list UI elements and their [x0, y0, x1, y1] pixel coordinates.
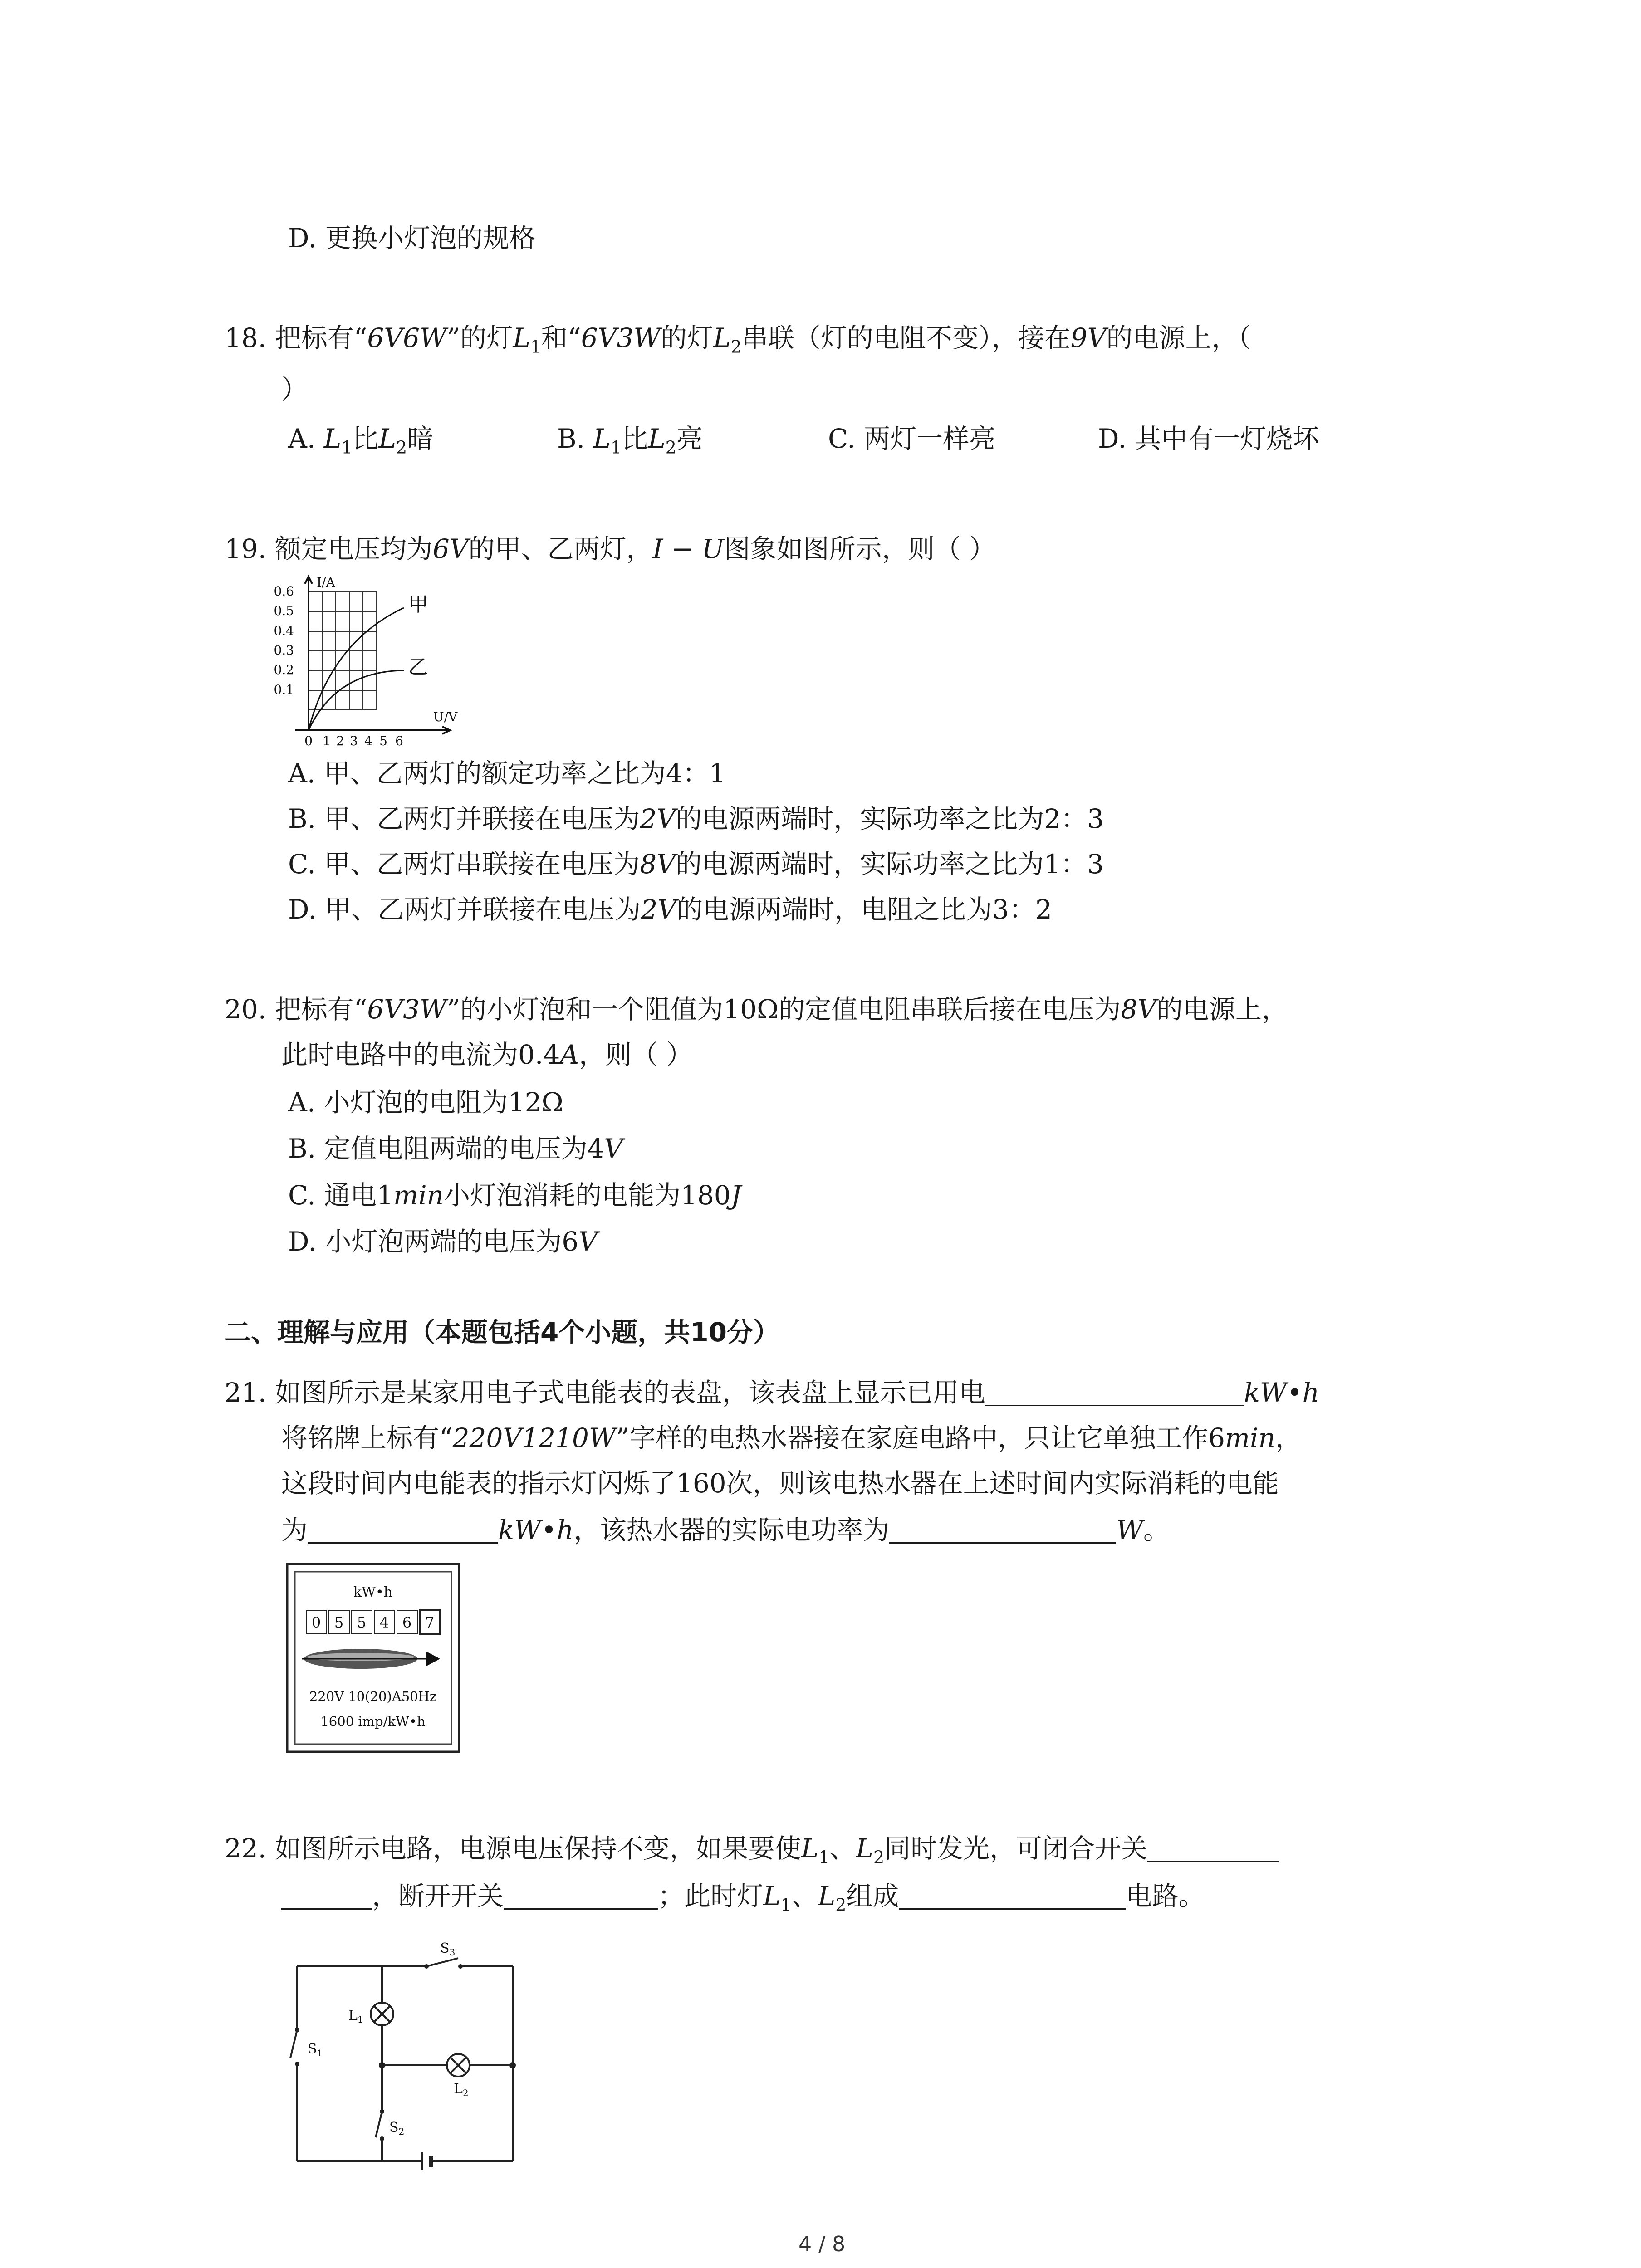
answer-blank[interactable]: [899, 1881, 1126, 1910]
y-tick: 0.4: [274, 623, 294, 638]
q20-option-d[interactable]: D. 小灯泡两端的电压为6V: [288, 1226, 598, 1257]
page-number: 4 / 8: [798, 2232, 846, 2256]
label-jia: 甲: [408, 593, 428, 616]
q19-option-b[interactable]: B. 甲、乙两灯并联接在电压为2V的电源两端时，实际功率之比为2：3: [288, 803, 1104, 834]
y-tick: 0.6: [274, 584, 294, 599]
lamp-l1-icon: [371, 2003, 393, 2025]
q18-option-d[interactable]: D. 其中有一灯烧坏: [1098, 423, 1319, 454]
switch-s2: [376, 2112, 382, 2137]
label-l1: $L_1$: [348, 2008, 363, 2025]
label-yi: 乙: [408, 655, 428, 679]
q21-stem-line4: 为 kW•h，该热水器的实际电功率为 W。: [281, 1515, 1170, 1545]
y-axis-label: I/A: [317, 575, 335, 590]
x-tick: 2: [336, 733, 344, 748]
meter-spec2: 1600 imp/kW•h: [320, 1714, 426, 1729]
q20-option-b[interactable]: B. 定值电阻两端的电压为4V: [288, 1133, 623, 1164]
answer-blank[interactable]: [889, 1515, 1116, 1544]
answer-blank[interactable]: [985, 1378, 1244, 1406]
answer-blank[interactable]: [308, 1515, 498, 1544]
label-l2: $L_2$: [454, 2081, 469, 2098]
x-tick: 0: [304, 733, 313, 748]
battery-icon: [422, 2152, 431, 2170]
curve-yi: [309, 670, 404, 730]
q22-stem-line2: ，断开开关 ；此时灯$L_1$、$L_2$组成 电路。: [281, 1878, 1205, 1923]
answer-blank[interactable]: [281, 1881, 372, 1910]
q18-option-b[interactable]: B. $L_1$比$L_2$亮: [557, 423, 703, 458]
meter-digit: 7: [425, 1614, 435, 1631]
meter-spec1: 220V 10(20)A50Hz: [309, 1689, 437, 1704]
label-s1: $S_1$: [308, 2041, 323, 2058]
answer-blank[interactable]: [1147, 1833, 1279, 1862]
meter-digit: 4: [379, 1614, 389, 1631]
q18-stem-line2: ）: [281, 374, 308, 405]
y-tick: 0.1: [274, 682, 294, 697]
switch-s1: [290, 2030, 297, 2058]
junction: [379, 2062, 385, 2068]
meter-digit: 5: [357, 1614, 367, 1631]
graph-grid: [309, 592, 377, 710]
q18-option-a[interactable]: A. $L_1$比$L_2$暗: [288, 423, 434, 458]
x-tick: 4: [364, 733, 372, 748]
q21-stem-line2: 将铭牌上标有“220V1210W”字样的电热水器接在家庭电路中，只让它单独工作6min，: [281, 1422, 1302, 1453]
meter-digit: 6: [402, 1614, 412, 1631]
q20-option-a[interactable]: A. 小灯泡的电阻为12Ω: [288, 1087, 563, 1118]
q17-option-d: D. 更换小灯泡的规格: [288, 223, 536, 254]
iu-graph: [268, 574, 472, 748]
energy-meter: [286, 1563, 460, 1753]
x-axis-label: U/V: [433, 709, 458, 724]
q21-stem-line3: 这段时间内电能表的指示灯闪烁了160次，则该电热水器在上述时间内实际消耗的电能: [281, 1468, 1279, 1499]
q21-stem-line1: 21. 如图所示是某家用电子式电能表的表盘，该表盘上显示已用电 kW•h: [225, 1377, 1320, 1408]
label-s3: $S_3$: [440, 1941, 456, 1958]
q19-stem: 19. 额定电压均为6V的甲、乙两灯，I − U图象如图所示，则（ ）: [225, 533, 996, 564]
y-tick: 0.5: [274, 603, 294, 618]
q18-stem-line1: 18. 把标有“6V6W”的灯$L_1$和“6V3W的灯$L_2$串联（灯的电阻不变），接在9V的电源上，（: [225, 323, 1251, 357]
q19-option-a[interactable]: A. 甲、乙两灯的额定功率之比为4：1: [288, 758, 726, 789]
meter-digit: 5: [334, 1614, 344, 1631]
x-tick: 5: [379, 733, 387, 748]
label-s2: $S_2$: [389, 2120, 405, 2137]
curve-jia: [309, 608, 404, 730]
meter-unit: kW•h: [353, 1584, 393, 1600]
q20-option-c[interactable]: C. 通电1min小灯泡消耗的电能为180J: [288, 1180, 741, 1211]
junction: [509, 2062, 516, 2068]
q19-option-c[interactable]: C. 甲、乙两灯串联接在电压为8V的电源两端时，实际功率之比为1：3: [288, 849, 1104, 880]
q20-stem-line2: 此时电路中的电流为0.4A，则（ ）: [281, 1039, 693, 1070]
y-tick: 0.3: [274, 643, 294, 658]
x-tick: 1: [323, 733, 331, 748]
answer-blank[interactable]: [504, 1881, 658, 1910]
x-tick: 6: [395, 733, 403, 748]
q20-stem-line1: 20. 把标有“6V3W”的小灯泡和一个阻值为10Ω的定值电阻串联后接在电压为8V的电源上，: [225, 994, 1288, 1025]
q22-stem-line1: 22. 如图所示电路，电源电压保持不变，如果要使$L_1$、$L_2$同时发光，可闭合开关: [225, 1830, 1279, 1876]
section-heading: 二、理解与应用（本题包括4个小题，共10分）: [225, 1317, 780, 1348]
meter-digit: 0: [311, 1614, 321, 1631]
q18-option-c[interactable]: C. 两灯一样亮: [828, 423, 996, 454]
lamp-l2-icon: [447, 2054, 470, 2077]
y-tick: 0.2: [274, 662, 294, 677]
q19-option-d[interactable]: D. 甲、乙两灯并联接在电压为2V的电源两端时，电阻之比为3：2: [288, 894, 1052, 925]
circuit-diagram: [277, 1939, 531, 2175]
switch-s3: [426, 1958, 458, 1966]
x-tick: 3: [350, 733, 358, 748]
